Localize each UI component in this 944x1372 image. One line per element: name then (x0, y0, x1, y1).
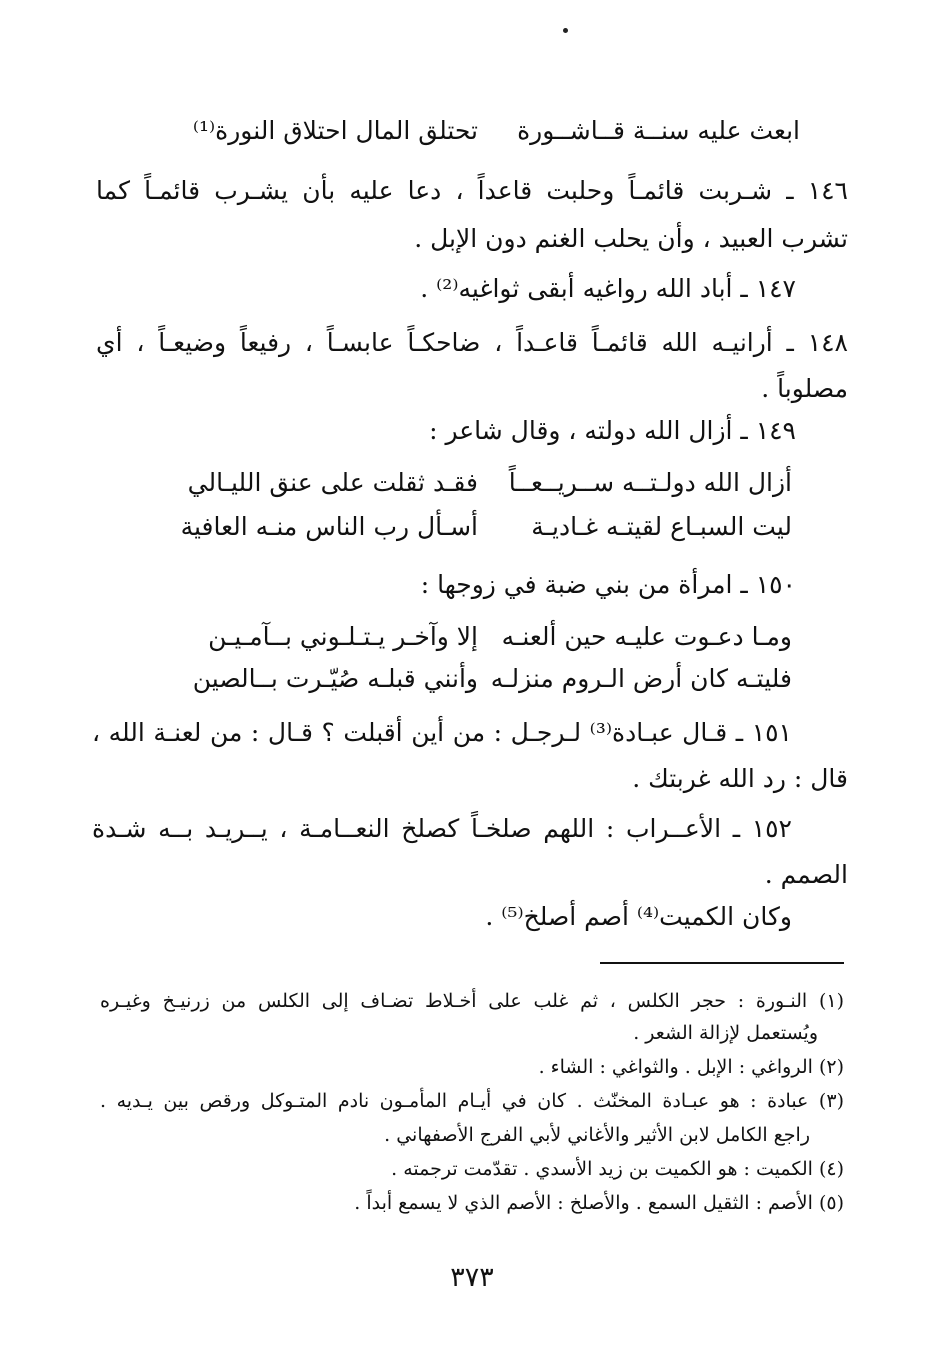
entry-146-line1: ١٤٦ ـ شـربت قائمـاً وحلبت قاعداً ، دعا عليه بأن يشـرب قائمـاً كما (96, 176, 848, 205)
entry-149: ١٤٩ ـ أزال الله دولته ، وقال شاعر : (429, 416, 796, 445)
footnote-3: (٣) عبادة : هو عبـادة المخنّث . كان في أيـام المأمـون نادم المتـوكل ورقص بين يـديه . (100, 1090, 844, 1112)
poem-149-line2-left: أسـأل رب الناس منـه العافية (180, 512, 478, 541)
entry-152-line2: الصمم . (764, 860, 848, 889)
footnote-1-cont: ويُستعمل لإزالة الشعر . (633, 1022, 818, 1044)
poem-149-line1-right: أزال الله دولـتــه ســريــعــاً (508, 468, 792, 497)
entry-152-line3: وكان الكميت⁽⁴⁾ أصم أصلخ⁽⁵⁾ . (485, 902, 792, 931)
footnote-4: (٤) الكميت : هو الكميت بن زيد الأسدي . تقدّمت ترجمته . (391, 1158, 844, 1180)
poem-150-line1-left: إلا وآخـر يـتـلـوني بــآمـيـن (208, 622, 478, 651)
footnote-5: (٥) الأصم : الثقيل السمع . والأصلخ : الأصم الذي لا يسمع أبداً . (354, 1192, 844, 1214)
footnote-rule (600, 962, 844, 964)
footnote-1: (١) النـورة : حجر الكلس ، ثم غلب على أخـلاط تضـاف إلى الكلس من زرنيـخ وغيـره (100, 990, 844, 1012)
verse-top-right: ابعث عليه سنــة قــاشــورة (517, 116, 800, 145)
poem-150-line2-right: فليتـه كان أرض الـروم منزلـه (490, 664, 792, 693)
entry-152-line1: ١٥٢ ـ الأعــراب : اللهم صلخـاً كصلخ النعــامـة ، يــريـد بــه شـدة (92, 814, 792, 843)
page-number: ٣٧٣ (450, 1262, 494, 1293)
entry-151-line2: قال : رد الله غربتك . (632, 764, 848, 793)
ink-dot (563, 28, 568, 33)
entry-148-line1: ١٤٨ ـ أرانيـه الله قائمـاً قاعـداً ، ضاحكـاً عابسـاً ، رفيعاً وضيعـاً ، أي (96, 328, 848, 357)
footnote-3-cont: راجع الكامل لابن الأثير والأغاني لأبي الفرج الأصفهاني . (384, 1124, 810, 1146)
entry-150: ١٥٠ ـ امرأة من بني ضبة في زوجها : (420, 570, 796, 599)
entry-148-line2: مصلوباً . (761, 374, 848, 403)
poem-149-line1-left: فقـد ثقلت على عنق الليـالي (187, 468, 478, 497)
verse-top-left: تحتلق المال احتلاق النورة⁽¹⁾ (192, 116, 478, 145)
footnote-2: (٢) الرواغي : الإبل . والثواغي : الشاء . (538, 1056, 844, 1078)
entry-146-line2: تشرب العبيد ، وأن يحلب الغنم دون الإبل . (414, 224, 848, 253)
poem-149-line2-right: ليت السبـاع لقيتـه غـاديـة (531, 512, 792, 541)
poem-150-line1-right: ومـا دعـوت عليـه حين ألعنـه (501, 622, 792, 651)
entry-151-line1: ١٥١ ـ قـال عبـادة⁽³⁾ لـرجـل : من أين أقبلت ؟ قـال : من لعنـة الله ، (92, 718, 792, 747)
poem-150-line2-left: وأنني قبلـه صُيّـرت بــالصين (192, 664, 478, 693)
entry-147: ١٤٧ ـ أباد الله رواغيه أبقى ثواغيه⁽²⁾ . (420, 274, 796, 303)
